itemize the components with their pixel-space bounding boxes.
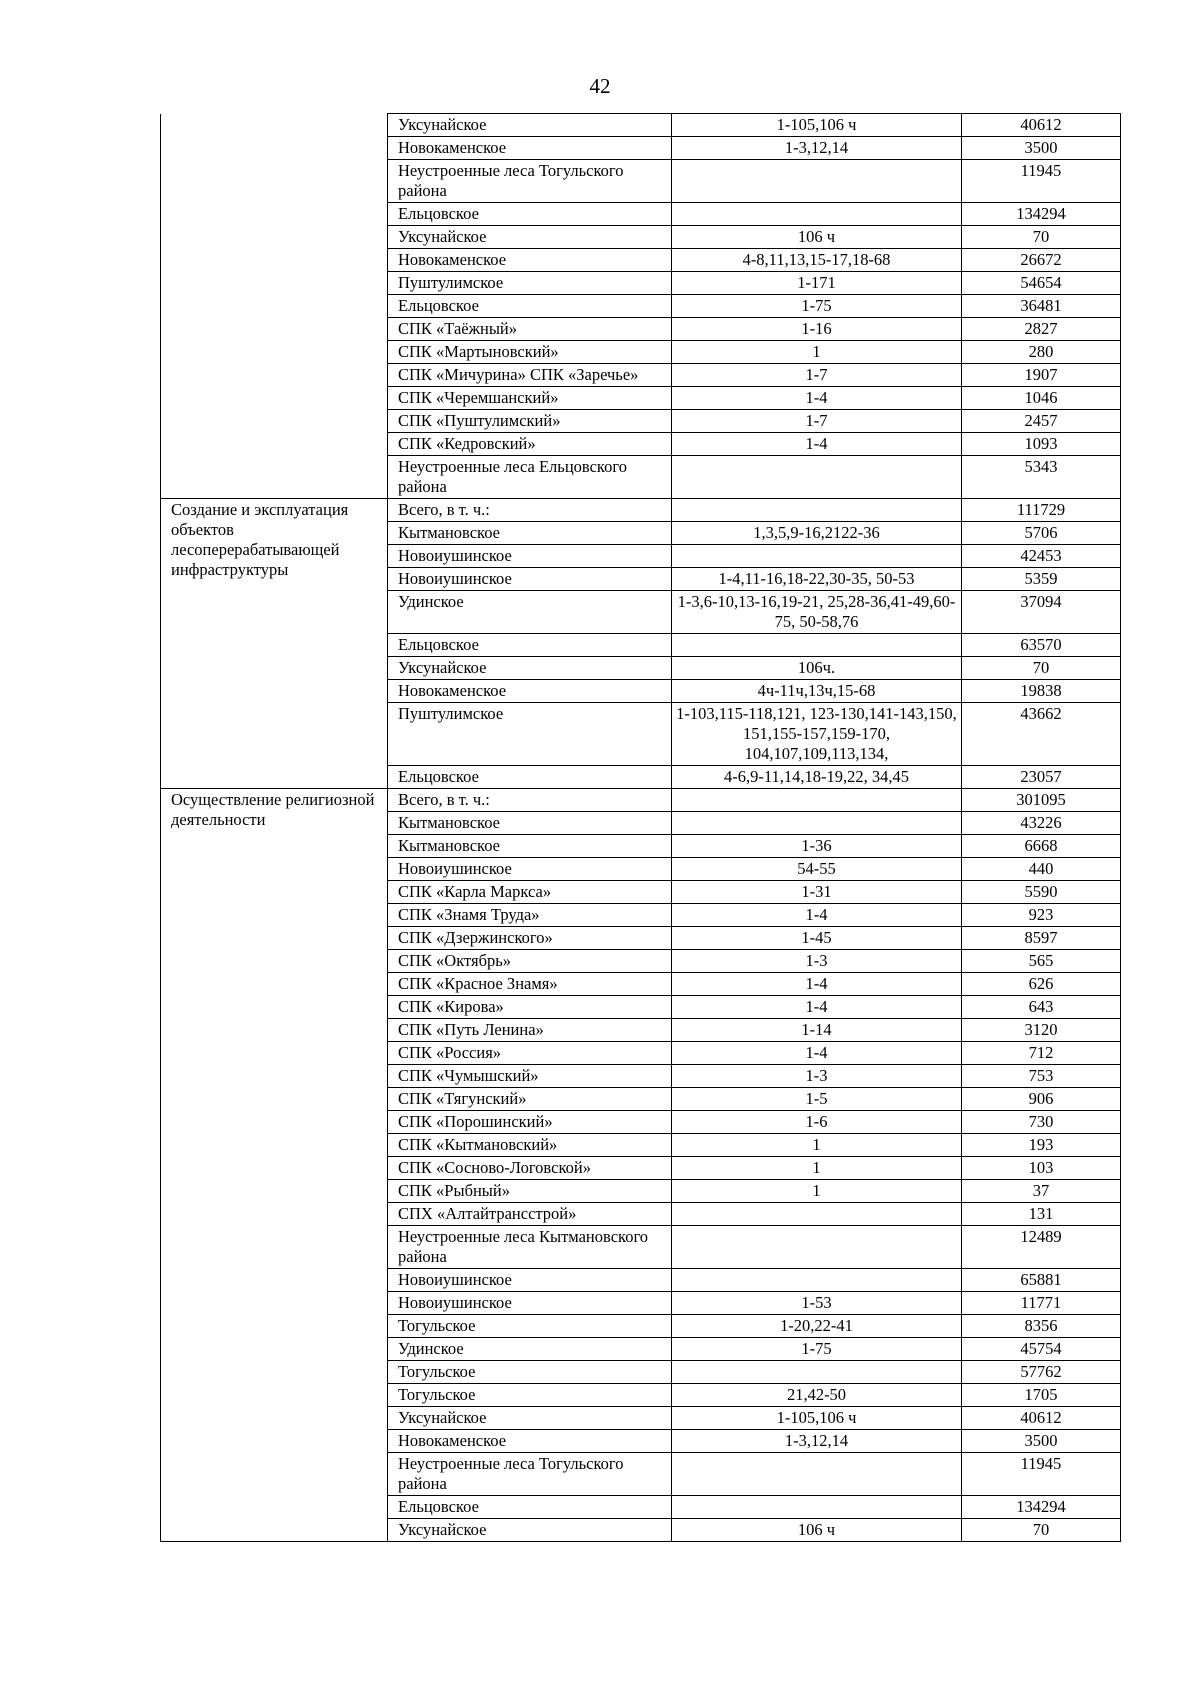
category-cell: Создание и эксплуатация объектов лесоперерабатывающей инфраструктуры bbox=[161, 499, 388, 789]
area-cell: 37 bbox=[962, 1180, 1121, 1203]
forestry-name-cell: СПК «Знамя Труда» bbox=[388, 904, 672, 927]
area-cell: 712 bbox=[962, 1042, 1121, 1065]
area-cell: 70 bbox=[962, 1519, 1121, 1542]
quarters-cell: 1 bbox=[672, 1157, 962, 1180]
forestry-name-cell: Новокаменское bbox=[388, 1430, 672, 1453]
forestry-name-cell: СПК «Мартыновский» bbox=[388, 341, 672, 364]
forestry-name-cell: Ельцовское bbox=[388, 1496, 672, 1519]
forestry-name-cell: Ельцовское bbox=[388, 766, 672, 789]
table-row bbox=[161, 499, 1121, 522]
forestry-name-cell: Новоиушинское bbox=[388, 545, 672, 568]
quarters-cell: 21,42-50 bbox=[672, 1384, 962, 1407]
area-cell: 193 bbox=[962, 1134, 1121, 1157]
forestry-name-cell: Уксунайское bbox=[388, 1519, 672, 1542]
area-cell: 131 bbox=[962, 1203, 1121, 1226]
forestry-name-cell: СПК «Дзержинского» bbox=[388, 927, 672, 950]
quarters-cell: 1-31 bbox=[672, 881, 962, 904]
forestry-name-cell: СПК «Россия» bbox=[388, 1042, 672, 1065]
area-cell: 440 bbox=[962, 858, 1121, 881]
forestry-name-cell: Тогульское bbox=[388, 1315, 672, 1338]
area-cell: 57762 bbox=[962, 1361, 1121, 1384]
forestry-name-cell: СПК «Черемшанский» bbox=[388, 387, 672, 410]
area-cell: 23057 bbox=[962, 766, 1121, 789]
quarters-cell bbox=[672, 545, 962, 568]
table-row bbox=[161, 789, 1121, 812]
quarters-cell: 1-4 bbox=[672, 973, 962, 996]
quarters-cell: 1-4 bbox=[672, 996, 962, 1019]
area-cell: 1093 bbox=[962, 433, 1121, 456]
quarters-cell: 1 bbox=[672, 341, 962, 364]
forestry-name-cell: Всего, в т. ч.: bbox=[388, 499, 672, 522]
quarters-cell: 1-4 bbox=[672, 904, 962, 927]
forestry-name-cell: Уксунайское bbox=[388, 226, 672, 249]
forestry-name-cell: Новокаменское bbox=[388, 680, 672, 703]
quarters-cell bbox=[672, 456, 962, 499]
forestry-name-cell: СПК «Октябрь» bbox=[388, 950, 672, 973]
area-cell: 36481 bbox=[962, 295, 1121, 318]
forestry-name-cell: СПК «Тягунский» bbox=[388, 1088, 672, 1111]
forestry-name-cell: Ельцовское bbox=[388, 634, 672, 657]
quarters-cell: 1-6 bbox=[672, 1111, 962, 1134]
area-cell: 626 bbox=[962, 973, 1121, 996]
quarters-cell: 1-3 bbox=[672, 1065, 962, 1088]
forestry-name-cell: Кытмановское bbox=[388, 522, 672, 545]
area-cell: 134294 bbox=[962, 1496, 1121, 1519]
area-cell: 43662 bbox=[962, 703, 1121, 766]
area-cell: 11945 bbox=[962, 1453, 1121, 1496]
quarters-cell: 1-75 bbox=[672, 1338, 962, 1361]
quarters-cell: 1-4 bbox=[672, 1042, 962, 1065]
forestry-name-cell: СПК «Чумышский» bbox=[388, 1065, 672, 1088]
forestry-name-cell: Неустроенные леса Кытмановского района bbox=[388, 1226, 672, 1269]
forestry-name-cell: Новокаменское bbox=[388, 249, 672, 272]
forestry-name-cell: СПК «Порошинский» bbox=[388, 1111, 672, 1134]
quarters-cell bbox=[672, 160, 962, 203]
forestry-name-cell: Пуштулимское bbox=[388, 272, 672, 295]
quarters-cell: 1 bbox=[672, 1180, 962, 1203]
quarters-cell: 106ч. bbox=[672, 657, 962, 680]
quarters-cell: 1-105,106 ч bbox=[672, 114, 962, 137]
quarters-cell: 1 bbox=[672, 1134, 962, 1157]
quarters-cell: 1-3,6-10,13-16,19-21, 25,28-36,41-49,60-75, 50-58,76 bbox=[672, 591, 962, 634]
quarters-cell: 1-4,11-16,18-22,30-35, 50-53 bbox=[672, 568, 962, 591]
quarters-cell: 1-53 bbox=[672, 1292, 962, 1315]
quarters-cell bbox=[672, 203, 962, 226]
forestry-name-cell: Пуштулимское bbox=[388, 703, 672, 766]
forestry-name-cell: Новоиушинское bbox=[388, 1269, 672, 1292]
quarters-cell: 1-3,12,14 bbox=[672, 137, 962, 160]
area-cell: 8597 bbox=[962, 927, 1121, 950]
area-cell: 111729 bbox=[962, 499, 1121, 522]
forestry-name-cell: Уксунайское bbox=[388, 1407, 672, 1430]
quarters-cell bbox=[672, 1203, 962, 1226]
forestry-name-cell: Новоиушинское bbox=[388, 858, 672, 881]
area-cell: 906 bbox=[962, 1088, 1121, 1111]
area-cell: 5590 bbox=[962, 881, 1121, 904]
forestry-name-cell: СПК «Путь Ленина» bbox=[388, 1019, 672, 1042]
area-cell: 11771 bbox=[962, 1292, 1121, 1315]
quarters-cell bbox=[672, 499, 962, 522]
area-cell: 40612 bbox=[962, 1407, 1121, 1430]
forestry-name-cell: Новокаменское bbox=[388, 137, 672, 160]
quarters-cell: 4ч-11ч,13ч,15-68 bbox=[672, 680, 962, 703]
quarters-cell bbox=[672, 1453, 962, 1496]
forestry-name-cell: Новоиушинское bbox=[388, 1292, 672, 1315]
quarters-cell: 4-8,11,13,15-17,18-68 bbox=[672, 249, 962, 272]
area-cell: 40612 bbox=[962, 114, 1121, 137]
quarters-cell: 1-75 bbox=[672, 295, 962, 318]
area-cell: 753 bbox=[962, 1065, 1121, 1088]
quarters-cell: 1-4 bbox=[672, 387, 962, 410]
category-cell bbox=[161, 114, 388, 499]
forestry-name-cell: СПК «Кедровский» bbox=[388, 433, 672, 456]
quarters-cell: 1-16 bbox=[672, 318, 962, 341]
area-cell: 43226 bbox=[962, 812, 1121, 835]
area-cell: 3500 bbox=[962, 137, 1121, 160]
forestry-name-cell: СПК «Кирова» bbox=[388, 996, 672, 1019]
quarters-cell: 1-3 bbox=[672, 950, 962, 973]
area-cell: 19838 bbox=[962, 680, 1121, 703]
quarters-cell: 54-55 bbox=[672, 858, 962, 881]
area-cell: 37094 bbox=[962, 591, 1121, 634]
quarters-cell bbox=[672, 1496, 962, 1519]
area-cell: 5343 bbox=[962, 456, 1121, 499]
quarters-cell bbox=[672, 789, 962, 812]
quarters-cell bbox=[672, 1226, 962, 1269]
quarters-cell: 106 ч bbox=[672, 226, 962, 249]
area-cell: 11945 bbox=[962, 160, 1121, 203]
area-cell: 70 bbox=[962, 657, 1121, 680]
area-cell: 70 bbox=[962, 226, 1121, 249]
quarters-cell: 1-45 bbox=[672, 927, 962, 950]
area-cell: 2827 bbox=[962, 318, 1121, 341]
area-cell: 5359 bbox=[962, 568, 1121, 591]
area-cell: 12489 bbox=[962, 1226, 1121, 1269]
forestry-name-cell: Уксунайское bbox=[388, 657, 672, 680]
area-cell: 2457 bbox=[962, 410, 1121, 433]
forestry-name-cell: СПК «Пуштулимский» bbox=[388, 410, 672, 433]
area-cell: 54654 bbox=[962, 272, 1121, 295]
quarters-cell bbox=[672, 1361, 962, 1384]
forestry-name-cell: Неустроенные леса Ельцовского района bbox=[388, 456, 672, 499]
area-cell: 134294 bbox=[962, 203, 1121, 226]
area-cell: 45754 bbox=[962, 1338, 1121, 1361]
area-cell: 103 bbox=[962, 1157, 1121, 1180]
forestry-name-cell: Удинское bbox=[388, 1338, 672, 1361]
forestry-name-cell: Неустроенные леса Тогульского района bbox=[388, 1453, 672, 1496]
quarters-cell: 1-7 bbox=[672, 410, 962, 433]
forestry-name-cell: Ельцовское bbox=[388, 203, 672, 226]
forest-use-table bbox=[160, 113, 1121, 1542]
quarters-cell: 1-105,106 ч bbox=[672, 1407, 962, 1430]
quarters-cell bbox=[672, 634, 962, 657]
quarters-cell: 4-6,9-11,14,18-19,22, 34,45 bbox=[672, 766, 962, 789]
area-cell: 1046 bbox=[962, 387, 1121, 410]
forestry-name-cell: СПК «Таёжный» bbox=[388, 318, 672, 341]
area-cell: 5706 bbox=[962, 522, 1121, 545]
quarters-cell bbox=[672, 812, 962, 835]
forestry-name-cell: СПК «Мичурина» СПК «Заречье» bbox=[388, 364, 672, 387]
area-cell: 730 bbox=[962, 1111, 1121, 1134]
forestry-name-cell: Новоиушинское bbox=[388, 568, 672, 591]
area-cell: 1705 bbox=[962, 1384, 1121, 1407]
forestry-name-cell: Уксунайское bbox=[388, 114, 672, 137]
forestry-name-cell: СПХ «Алтайтрансстрой» bbox=[388, 1203, 672, 1226]
forestry-name-cell: Удинское bbox=[388, 591, 672, 634]
forestry-name-cell: Ельцовское bbox=[388, 295, 672, 318]
area-cell: 643 bbox=[962, 996, 1121, 1019]
quarters-cell: 1,3,5,9-16,2122-36 bbox=[672, 522, 962, 545]
area-cell: 26672 bbox=[962, 249, 1121, 272]
area-cell: 3120 bbox=[962, 1019, 1121, 1042]
forestry-name-cell: Тогульское bbox=[388, 1361, 672, 1384]
forestry-name-cell: СПК «Сосново-Логовской» bbox=[388, 1157, 672, 1180]
quarters-cell: 1-36 bbox=[672, 835, 962, 858]
quarters-cell: 1-171 bbox=[672, 272, 962, 295]
forestry-name-cell: Тогульское bbox=[388, 1384, 672, 1407]
area-cell: 1907 bbox=[962, 364, 1121, 387]
forestry-name-cell: Неустроенные леса Тогульского района bbox=[388, 160, 672, 203]
area-cell: 6668 bbox=[962, 835, 1121, 858]
table-row bbox=[161, 114, 1121, 137]
quarters-cell: 1-7 bbox=[672, 364, 962, 387]
quarters-cell: 1-14 bbox=[672, 1019, 962, 1042]
quarters-cell: 1-20,22-41 bbox=[672, 1315, 962, 1338]
area-cell: 63570 bbox=[962, 634, 1121, 657]
quarters-cell: 1-103,115-118,121, 123-130,141-143,150, 151,155-157,159-170, 104,107,109,113,134, bbox=[672, 703, 962, 766]
forestry-name-cell: Кытмановское bbox=[388, 835, 672, 858]
quarters-cell bbox=[672, 1269, 962, 1292]
quarters-cell: 106 ч bbox=[672, 1519, 962, 1542]
area-cell: 65881 bbox=[962, 1269, 1121, 1292]
quarters-cell: 1-3,12,14 bbox=[672, 1430, 962, 1453]
area-cell: 42453 bbox=[962, 545, 1121, 568]
category-cell: Осуществление религиозной деятельности bbox=[161, 789, 388, 1542]
quarters-cell: 1-5 bbox=[672, 1088, 962, 1111]
area-cell: 280 bbox=[962, 341, 1121, 364]
area-cell: 565 bbox=[962, 950, 1121, 973]
area-cell: 923 bbox=[962, 904, 1121, 927]
page-number: 42 bbox=[589, 74, 611, 98]
forestry-name-cell: СПК «Рыбный» bbox=[388, 1180, 672, 1203]
forestry-name-cell: Всего, в т. ч.: bbox=[388, 789, 672, 812]
forestry-name-cell: СПК «Карла Маркса» bbox=[388, 881, 672, 904]
area-cell: 8356 bbox=[962, 1315, 1121, 1338]
table-body bbox=[161, 114, 1121, 1542]
forestry-name-cell: СПК «Кытмановский» bbox=[388, 1134, 672, 1157]
area-cell: 3500 bbox=[962, 1430, 1121, 1453]
forestry-name-cell: СПК «Красное Знамя» bbox=[388, 973, 672, 996]
quarters-cell: 1-4 bbox=[672, 433, 962, 456]
forestry-name-cell: Кытмановское bbox=[388, 812, 672, 835]
area-cell: 301095 bbox=[962, 789, 1121, 812]
